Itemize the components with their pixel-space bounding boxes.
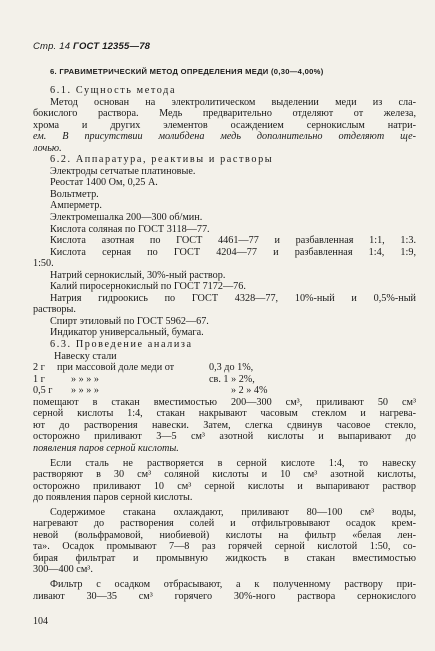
text-line: Содержимое стакана охлаждают, приливают 80—100 см³ воды, bbox=[50, 506, 416, 518]
text-line: ют до растворения навески. Затем, слегка сдвинув часовое стекло, bbox=[33, 419, 416, 431]
mass-cell: 1 г bbox=[33, 373, 45, 385]
text-line: серной кислоты 1:4, стакан накрывают часовым стеклом и нагрева- bbox=[33, 408, 416, 420]
mass-cell: 0,5 г bbox=[33, 385, 53, 397]
text-line: бирая фильтрат и промывную жидкость в стакан вместимостью bbox=[33, 552, 416, 564]
heading-6-3: 6.3. Проведение анализа bbox=[50, 339, 193, 351]
range-cell: » 2 » 4% bbox=[231, 385, 268, 397]
sample-mass-table bbox=[33, 362, 268, 397]
page-label: Стр. 14 bbox=[33, 41, 71, 52]
list-item: 1:50. bbox=[33, 258, 54, 270]
table-row bbox=[33, 385, 268, 397]
text-line: 300—400 см³. bbox=[33, 564, 93, 576]
text-line: Метод основан на электролитическом выделении меди из сла- bbox=[50, 96, 416, 108]
table-row bbox=[33, 362, 268, 374]
text-line: та». Осадок промывают 7—8 раз горячей серной кислотой 1:50, со- bbox=[33, 541, 416, 553]
list-item: Натрий сернокислый, 30%-ный раствор. bbox=[50, 269, 226, 281]
list-item: Индикатор универсальный, бумага. bbox=[50, 327, 204, 339]
condition-cell: » » » » bbox=[71, 373, 100, 385]
list-item: Вольтметр. bbox=[50, 188, 99, 200]
heading-6-2: 6.2. Аппаратура, реактивы и растворы bbox=[50, 154, 274, 166]
list-item: Кислота соляная по ГОСТ 3118—77. bbox=[50, 223, 210, 235]
range-cell: св. 1 » 2%, bbox=[209, 373, 255, 385]
section-title: 6. ГРАВИМЕТРИЧЕСКИЙ МЕТОД ОПРЕДЕЛЕНИЯ МЕДИ (0,30—4,00%) bbox=[50, 67, 324, 76]
list-item: растворы. bbox=[33, 304, 76, 316]
page-number: 104 bbox=[33, 616, 48, 627]
text-line: Фильтр с осадком отбрасывают, а к полученному раствору при- bbox=[50, 578, 416, 590]
list-item: Кислота азотная по ГОСТ 4461—77 и разбавленная 1:1, 1:3. bbox=[50, 235, 416, 247]
text-line: помещают в стакан вместимостью 200—300 см³, приливают 50 см³ bbox=[33, 396, 416, 408]
list-item: Спирт этиловый по ГОСТ 5962—67. bbox=[50, 315, 209, 327]
list-item: Кислота серная по ГОСТ 4204—77 и разбавленная 1:4, 1:9, bbox=[50, 246, 416, 258]
list-item: Реостат 1400 Ом, 0,25 А. bbox=[50, 177, 158, 189]
sample-label: Навеску стали bbox=[54, 350, 117, 362]
text-line: ем. В присутствии молибдена медь дополнительно отделяют ще- bbox=[33, 131, 416, 143]
list-item: Калий пиросернокислый по ГОСТ 7172—76. bbox=[50, 281, 246, 293]
document-body bbox=[33, 85, 416, 602]
text-line: Если сталь не растворяется в серной кислоте 1:4, то навеску bbox=[50, 457, 416, 469]
text-line: лочью. bbox=[33, 142, 62, 154]
range-cell: 0,3 до 1%, bbox=[209, 362, 254, 374]
text-line: осторожно приливают 3—5 см³ азотной кислоты и выпаривают до bbox=[33, 431, 416, 443]
text-line: ливают 30—35 см³ горячего 30%-ного раствора сернокислого bbox=[33, 590, 416, 602]
text-line: бокислого раствора. Медь предварительно отделяют от железа, bbox=[33, 108, 416, 120]
text-line: осторожно приливают 10 см³ серной кислоты и выпаривают раствор bbox=[33, 480, 416, 492]
running-header bbox=[33, 41, 150, 52]
condition-cell: при массовой доле меди от bbox=[57, 362, 175, 374]
list-item: Натрия гидроокись по ГОСТ 4328—77, 10%-ный и 0,5%-ный bbox=[50, 292, 416, 304]
table-row bbox=[33, 374, 268, 386]
text-line: невой (вольфрамовой, ниобиевой) кислоты на фильтр «белая лен- bbox=[33, 529, 416, 541]
list-item: Электроды сетчатые платиновые. bbox=[50, 165, 196, 177]
mass-cell: 2 г bbox=[33, 362, 45, 374]
condition-cell: » » » » bbox=[71, 385, 100, 397]
text-line: растворяют в 30 см³ соляной кислоты и 10 см³ азотной кислоты, bbox=[33, 469, 416, 481]
list-item: Электромешалка 200—300 об/мин. bbox=[50, 212, 203, 224]
heading-6-1: 6.1. Сущность метода bbox=[50, 85, 177, 96]
text-line: до появления паров серной кислоты. bbox=[33, 492, 193, 504]
standard-number: ГОСТ 12355—78 bbox=[73, 41, 151, 52]
list-item: Амперметр. bbox=[50, 200, 102, 212]
text-line: хрома и других элементов осаждением сернокислым натри- bbox=[33, 119, 416, 131]
text-line: нагревают до растворения солей и отфильтровывают осадок крем- bbox=[33, 518, 416, 530]
text-line: появления паров серной кислоты. bbox=[33, 442, 179, 454]
